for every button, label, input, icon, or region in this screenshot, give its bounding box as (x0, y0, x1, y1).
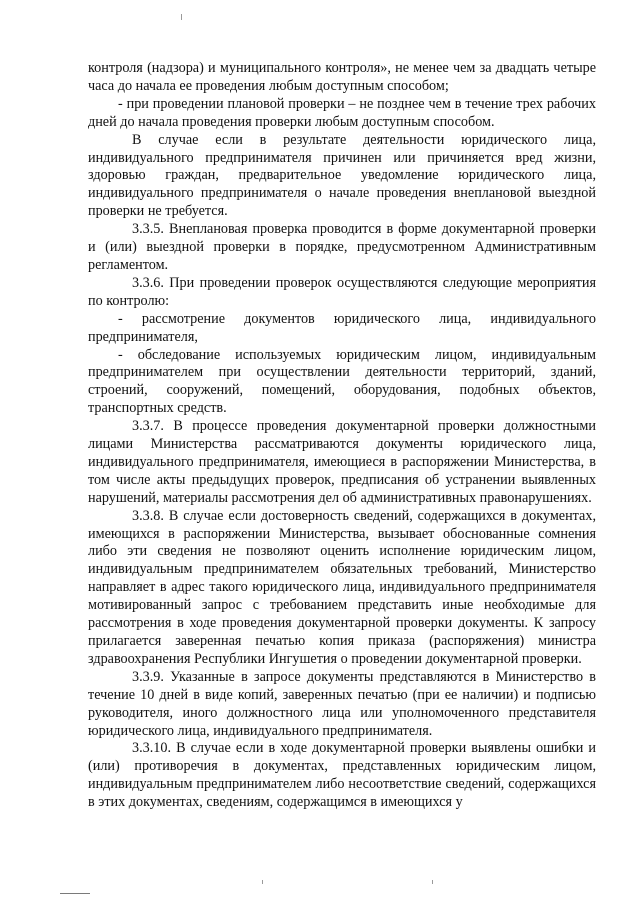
scan-artifact-mark (181, 14, 182, 20)
paragraph-3-3-7: 3.3.7. В процессе проведения документарной проверки должностными лицами Министерства рассматриваются документы юридического лица, индивидуального предпринимателя, имеющиеся в распоряжении Министерства, в том числе акты предыдущих проверок, предписания об устранении выявленных нарушений, материалы рассмотрения дел об административных правонарушениях. (88, 418, 596, 506)
list-item-review-documents: - рассмотрение документов юридического лица, индивидуального предпринимателя, (88, 310, 596, 345)
paragraph-harm-case: В случае если в результате деятельности юридического лица, индивидуального предпринимателя причинен или причиняется вред жизни, здоровью граждан, предварительное уведомление юридического лица, индивидуального предпринимателя о начале проведения внеплановой выездной проверки не требуется. (88, 131, 596, 220)
paragraph-continuation: контроля (надзора) и муниципального контроля», не менее чем за двадцать четыре часа до начала ее проведения любым доступным способом; (88, 60, 596, 94)
scan-artifact-mark (262, 880, 263, 884)
list-item-inspection-of-premises: - обследование используемых юридическим лицом, индивидуальным предпринимателем при осуществлении деятельности территорий, зданий, строений, сооружений, помещений, оборудования, подобных объектов, транспортных средств. (88, 346, 596, 417)
paragraph-3-3-6: 3.3.6. При проведении проверок осуществляются следующие мероприятия по контролю: (88, 274, 596, 309)
paragraph-3-3-9: 3.3.9. Указанные в запросе документы представляются в Министерство в течение 10 дней в виде копий, заверенных печатью (при ее наличии) и подписью руководителя, иного должностного лица или уполномоченного представителя юридического лица, индивидуального предпринимателя. (88, 668, 596, 739)
document-body (88, 60, 596, 812)
paragraph-3-3-10: 3.3.10. В случае если в ходе документарной проверки выявлены ошибки и (или) противоречия в документах, представленных юридическим лицом, индивидуальным предпринимателем либо несоответствие сведений, содержащихся в этих документах, сведениям, содержащимся в имеющихся у (88, 740, 596, 811)
paragraph-3-3-5: 3.3.5. Внеплановая проверка проводится в форме документарной проверки и (или) выездной проверки в порядке, предусмотренном Административным регламентом. (88, 221, 596, 273)
paragraph-planned-inspection: - при проведении плановой проверки – не позднее чем в течение трех рабочих дней до начала проведения проверки любым доступным способом. (88, 95, 596, 130)
scan-artifact-line (60, 893, 90, 894)
paragraph-3-3-8: 3.3.8. В случае если достоверность сведений, содержащихся в документах, имеющихся в распоряжении Министерства, вызывает обоснованные сомнения либо эти сведения не позволяют оценить исполнение юридическим лицом, индивидуальным предпринимателем обязательных требований, Министерство направляет в адрес такого юридического лица, индивидуального предпринимателя мотивированный запрос с требованием представить иные необходимые для рассмотрения в ходе проведения документарной проверки документы. К запросу прилагается заверенная печатью копия приказа (распоряжения) министра здравоохранения Республики Ингушетия о проведении документарной проверки. (88, 507, 596, 667)
scan-artifact-mark (432, 880, 433, 884)
